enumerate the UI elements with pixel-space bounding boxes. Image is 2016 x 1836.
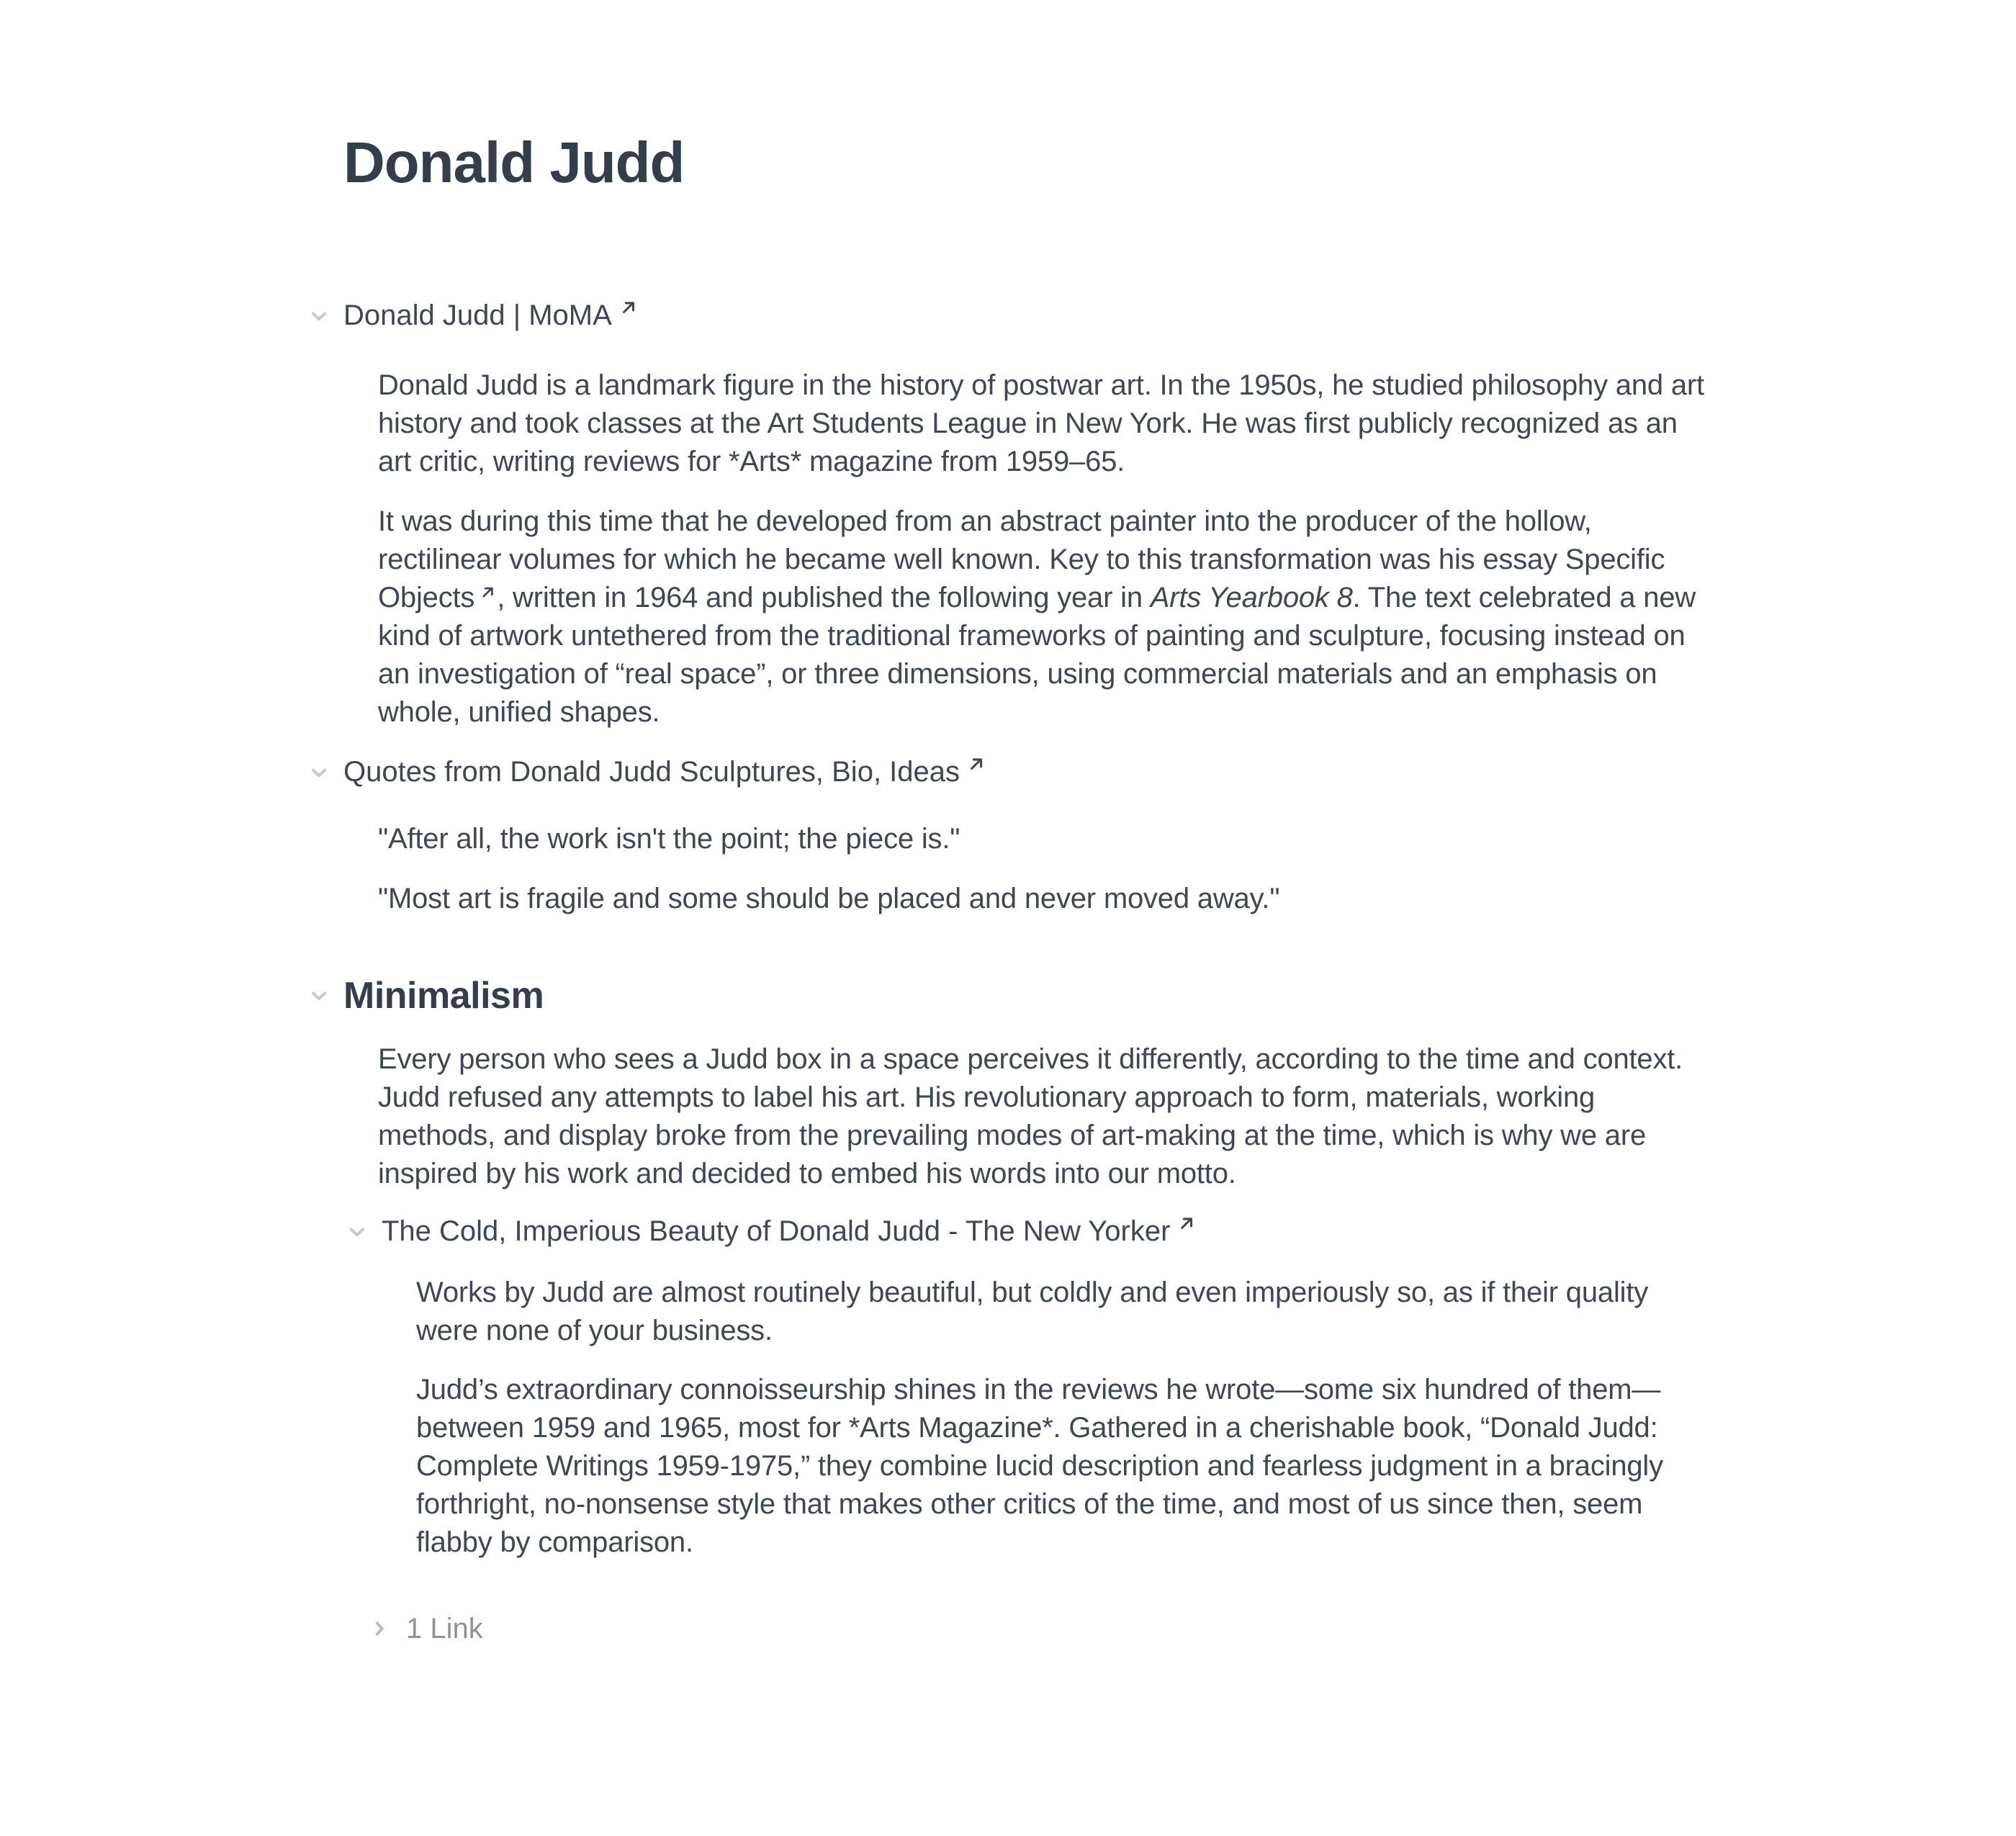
chevron-down-icon[interactable]: [307, 305, 330, 328]
specific-objects-link-text: Specific Objects: [378, 544, 1665, 613]
moma-paragraph-2: [378, 503, 1710, 732]
section-moma-header-row: [343, 297, 1872, 335]
subsection-header-row: [382, 1212, 1872, 1251]
cited-title: Arts Yearbook 8: [1150, 582, 1353, 613]
section-quotes: [343, 753, 1872, 918]
external-link-icon: [618, 297, 639, 318]
paragraph-text: It was during this time that he developed from an abstract painter into the producer of the hollow, rectilinear volumes for which he became well known. Key to this transformation was his essay: [378, 505, 1592, 575]
external-link-icon: [479, 583, 497, 601]
new-yorker-link[interactable]: [382, 1215, 1197, 1247]
section-minimalism: [343, 973, 1872, 1562]
quote-1: "After all, the work isn't the point; the piece is.": [378, 823, 960, 855]
chevron-down-icon[interactable]: [346, 1220, 369, 1243]
section-quotes-header-row: [343, 753, 1872, 791]
chevron-down-icon[interactable]: [307, 761, 330, 784]
new-yorker-title: The Cold, Imperious Beauty of Donald Judd - The New Yorker: [382, 1215, 1171, 1247]
section-moma-link[interactable]: [343, 300, 639, 331]
external-link-icon: [1176, 1213, 1197, 1233]
minimalism-heading: Minimalism: [343, 975, 544, 1017]
minimalism-heading-row: [343, 973, 1872, 1019]
page-title[interactable]: Donald Judd: [343, 130, 685, 194]
section-quotes-title: Quotes from Donald Judd Sculptures, Bio, Ideas: [343, 756, 960, 788]
section-quotes-link[interactable]: [343, 756, 986, 788]
external-link-icon: [966, 754, 986, 774]
new-yorker-paragraph-2: Judd’s extraordinary connoisseurship shines in the reviews he wrote—some six hundred of them—between 1959 and 1965, most for *Arts Magazine*. Gathered in a cherishable book, “Donald Judd: Complete Writings 1959-1975,” they combine lucid description and fearless judgment in a bracingly forthright, no-nonsense style that makes other critics of the time, and most of us since then, seem flabby by comparison.: [416, 1374, 1663, 1558]
section-moma: [343, 297, 1872, 732]
subsection-new-yorker: [382, 1212, 1872, 1562]
chevron-down-icon[interactable]: [307, 984, 330, 1007]
paragraph-text: , written in 1964 and published the following year in: [497, 582, 1151, 613]
quote-2: "Most art is fragile and some should be placed and never moved away.": [378, 883, 1280, 914]
backlinks-count-label: 1 Link: [406, 1613, 483, 1644]
new-yorker-paragraph-1: Works by Judd are almost routinely beautiful, but coldly and even imperiously so, as if their quality were none of your business.: [416, 1277, 1649, 1346]
minimalism-paragraph: Every person who sees a Judd box in a space perceives it differently, according to the time and context. Judd refused any attempts to label his art. His revolutionary approach to form, materials, working methods, and display broke from the prevailing modes of art-making at the time, which is why we are inspired by his work and decided to embed his words into our motto.: [378, 1043, 1683, 1189]
moma-paragraph-1: Donald Judd is a landmark figure in the history of postwar art. In the 1950s, he studied philosophy and art history and took classes at the Art Students League in New York. He was first publicly recognized as an art critic, writing reviews for *Arts* magazine from 1959–65.: [378, 369, 1704, 477]
paragraph-text: . The text celebrated a new kind of artwork untethered from the traditional frameworks of painting and sculpture, focusing instead on an investigation of “real space”, or three dimensions, using commercial materials and an emphasis on whole, unified shapes.: [378, 582, 1696, 728]
backlinks-toggle[interactable]: [369, 1611, 1872, 1647]
section-moma-title: Donald Judd | MoMA: [343, 300, 612, 331]
chevron-right-icon[interactable]: [369, 1618, 390, 1639]
